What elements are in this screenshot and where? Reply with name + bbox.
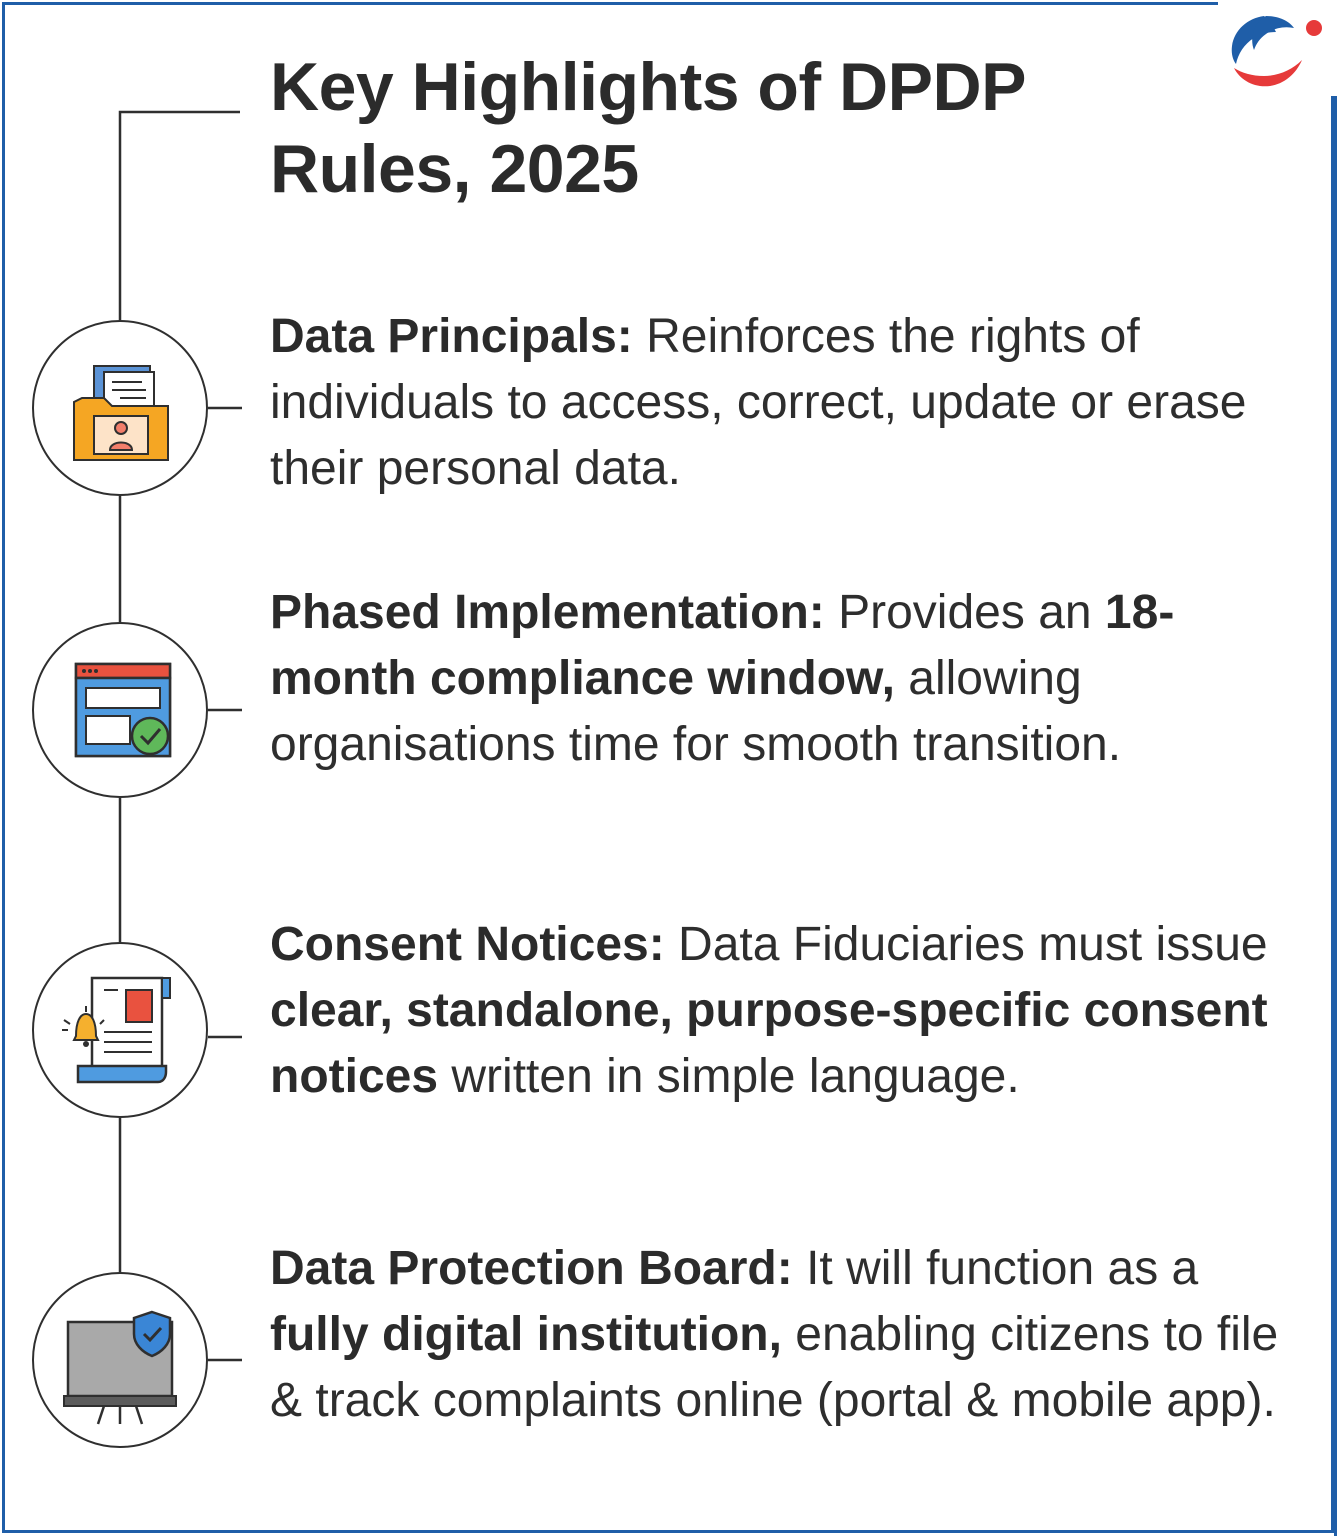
item-1-text: Reinforces the rights of individuals to access, correct, update or erase their personal data. [270,310,1247,495]
item-phased-implementation [270,580,1310,778]
icon-circle-4 [32,1272,208,1448]
item-3-text-a: Data Fiduciaries must issue [664,918,1268,971]
notice-bell-icon [34,944,210,1120]
folder-profile-icon [34,322,210,498]
title-line-2: Rules, 2025 [270,131,639,207]
item-3-heading: Consent Notices: [270,918,665,971]
item-4-text-b: enabling citizens to file & track complaints online (portal & mobile app). [270,1308,1279,1427]
item-1-heading: Data Principals: [270,310,633,363]
item-2-text-a: Provides an [824,586,1105,639]
item-2-heading: Phased Implementation: [270,586,825,639]
item-3-emphasis: clear, standalone, purpose-specific consent notices [270,984,1268,1103]
item-2-emphasis: 18-month compliance window, [270,586,1175,705]
icon-circle-2 [32,622,208,798]
browser-checkmark-icon [34,624,210,800]
item-4-heading: Data Protection Board: [270,1242,793,1295]
item-4-text-a: It will function as a [792,1242,1199,1295]
icon-circle-3 [32,942,208,1118]
item-3-text-b: written in simple language. [438,1050,1020,1103]
item-data-principals [270,304,1310,502]
board-shield-icon [34,1274,210,1450]
item-data-protection-board [270,1236,1310,1434]
item-consent-notices [270,912,1310,1110]
title-line-1: Key Highlights of DPDP [270,49,1026,125]
item-4-emphasis: fully digital institution, [270,1308,782,1361]
icon-circle-1 [32,320,208,496]
item-2-text-b: allowing organisations time for smooth transition. [270,652,1122,771]
